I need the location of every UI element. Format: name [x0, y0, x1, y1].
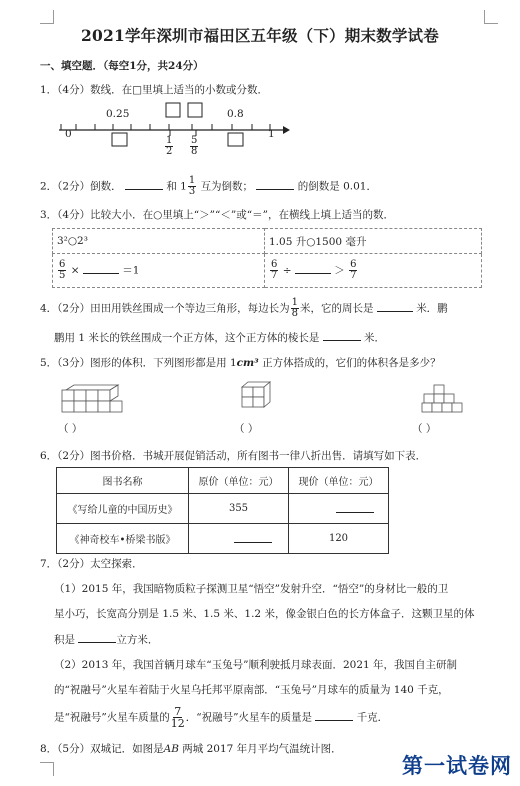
table-cell: 355 [189, 494, 289, 524]
tick-label-025: 0.25 [106, 108, 130, 120]
answer-blank[interactable] [83, 263, 119, 274]
table-cell: 《写给儿童的中国历史》 [57, 494, 189, 524]
answer-paren-2[interactable]: （ ） [234, 423, 259, 435]
question-7-part2: （2）2013 年，我国首辆月球车“玉兔号”顺利驶抵月球表面．2021 年，我国自主研制 [54, 659, 458, 671]
table-cell: 120 [289, 524, 389, 554]
question-7-text: 7．（2分）太空探索． [40, 558, 143, 570]
question-4-line2: 鹏用 1 米长的铁丝围成一个正方体，这个正方体的棱长是 米． [54, 332, 386, 344]
answer-paren-1[interactable]: （ ） [58, 423, 83, 435]
fraction-label: $\frac{5}{8}$ [191, 135, 198, 157]
answer-box[interactable] [166, 103, 180, 117]
fraction-label: $\frac{1}{2}$ [166, 135, 173, 157]
answer-blank[interactable] [234, 532, 272, 543]
answer-blank[interactable] [125, 179, 163, 190]
number-line [55, 100, 290, 170]
question-7-part1: 星小巧，长宽高分别是 1.5 米、1.5 米、1.2 米，像金银白色的长方体盒子．这颗卫星的体 [54, 608, 475, 620]
question-2: 2．（2分）倒数． 和 1 $\frac{1}{3}$ 互为倒数； 的倒数是 0.01． [40, 175, 377, 197]
answer-blank[interactable] [256, 179, 294, 190]
table-cell: 《神奇校车•桥梁书版》 [57, 524, 189, 554]
question-6-text: 6．（2分）图书价格．书城开展促销活动，所有图书一律八折出售．请填写如下表． [40, 450, 427, 462]
answer-blank[interactable] [336, 502, 374, 513]
question-8-text: 8．（5分）双城记．如图是AB 两城 2017 年月平均气温统计图． [40, 743, 342, 755]
compare-cell[interactable]: 3²○2³ [53, 229, 265, 254]
question-7-part2: 是“祝融号”火星车质量的 $\frac{7}{12}$ ．“祝融号”火星车的质量是 千克． [54, 705, 389, 730]
answer-blank[interactable] [323, 330, 361, 341]
table-row [57, 494, 389, 524]
tick-label-0: 0 [65, 128, 72, 140]
compare-table [52, 228, 482, 288]
answer-box[interactable] [228, 133, 243, 146]
table-cell[interactable] [289, 494, 389, 524]
table-header: 原价（单位：元） [189, 468, 289, 494]
question-1-text: 1．（4分）数线．在□里填上适当的小数或分数． [40, 84, 269, 96]
corner-mark [40, 10, 54, 24]
question-4-line1: 4．（2分）田田用铁丝围成一个等边三角形，每边长为 $\frac{1}{8}$ 米，它的周长是 米．鹏 [40, 297, 448, 319]
compare-cell[interactable]: 1.05 升○1500 毫升 [265, 229, 482, 254]
answer-box[interactable] [112, 133, 127, 146]
question-3-text: 3．（4分）比较大小．在○里填上“＞”“＜”或“＝”，在横线上填上适当的数． [40, 209, 394, 221]
answer-box[interactable] [188, 103, 202, 117]
compare-cell[interactable]: $\frac{6}{7}$ ÷ ＞ $\frac{6}{7}$ [265, 254, 482, 288]
corner-mark [40, 762, 54, 776]
answer-blank[interactable] [315, 710, 353, 721]
table-header: 现价（单位：元） [289, 468, 389, 494]
question-5-text: 5．（3分）图形的体积．下列图形都是用 1cm³ 正方体搭成的，它们的体积各是多少？ [40, 357, 441, 369]
question-7-part1: 积是 立方米． [54, 634, 159, 646]
answer-paren-3[interactable]: （ ） [412, 423, 437, 435]
answer-blank[interactable] [78, 632, 116, 643]
page-title: 2021学年深圳市福田区五年级（下）期末数学试卷 [81, 26, 439, 45]
price-table [56, 467, 389, 554]
watermark-logo: 第一试卷网 [402, 754, 512, 778]
cube-figure-3 [420, 381, 466, 415]
table-cell[interactable] [189, 524, 289, 554]
tick-label-1: 1 [268, 128, 275, 140]
corner-mark [484, 10, 498, 24]
table-row [57, 524, 389, 554]
compare-cell[interactable]: $\frac{6}{5}$ × ＝1 [53, 254, 265, 288]
question-7-part1: （1）2015 年，我国暗物质粒子探测卫星“悟空”发射升空．“悟空”的身材比一般的卫 [54, 583, 449, 595]
cube-figure-2 [238, 381, 272, 415]
tick-label-08: 0.8 [227, 108, 244, 120]
table-header: 图书名称 [57, 468, 189, 494]
answer-blank[interactable] [295, 263, 331, 274]
cube-figure-1 [60, 384, 126, 414]
question-7-part2: 的“祝融号”火星车着陆于火星乌托邦平原南部．“玉兔号”月球车的质量为 140 千克， [54, 684, 449, 696]
answer-blank[interactable] [377, 301, 413, 312]
section-heading: 一、填空题．（每空1分，共24分） [40, 60, 204, 72]
